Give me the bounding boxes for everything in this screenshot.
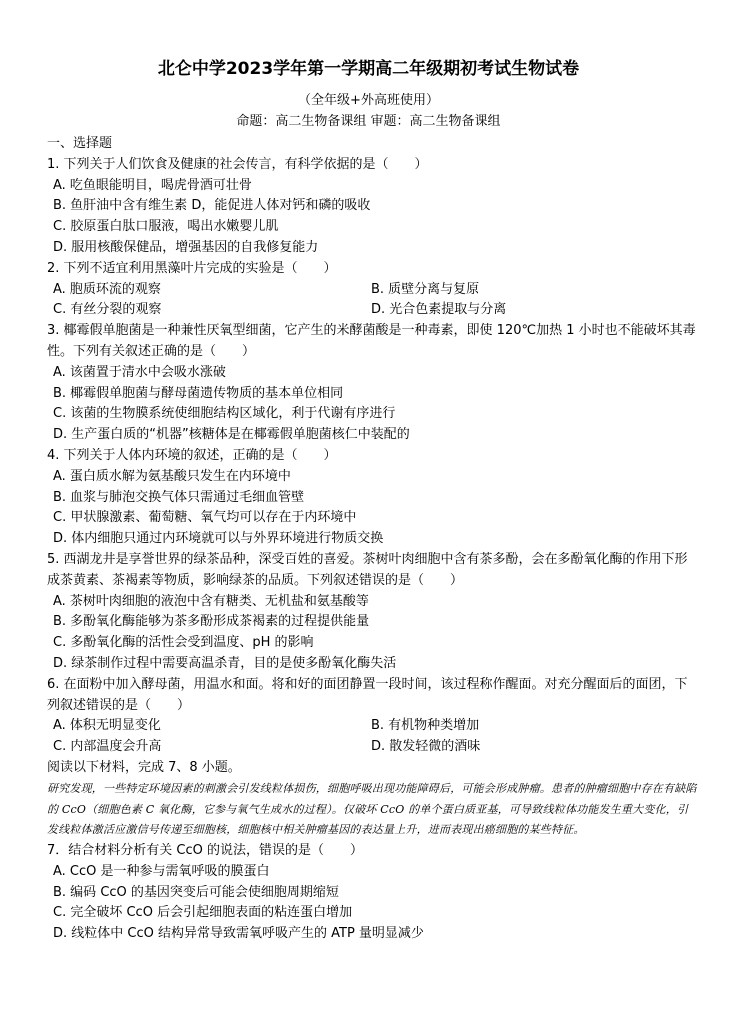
question-2: [47, 259, 697, 321]
option-row: [47, 716, 697, 737]
option-d: D. 绿茶制作过程中需要高温杀青，目的是使多酚氧化酶失活: [53, 655, 397, 671]
exam-subtitle: （全年级+外高班使用）: [298, 93, 439, 108]
question-1: [47, 155, 697, 259]
option-row: [47, 737, 697, 758]
option-b: B. 有机物种类增加: [371, 718, 480, 734]
option-c: C. 甲状腺激素、葡萄糖、氧气均可以存在于内环境中: [53, 510, 357, 526]
option-d: D. 散发轻微的酒味: [371, 739, 481, 755]
option-row: [47, 280, 697, 301]
option-row: [47, 300, 697, 321]
option-a: A. 体积无明显变化: [53, 718, 161, 734]
option-c: C. 完全破坏 CcO 后会引起细胞表面的粘连蛋白增加: [53, 905, 353, 921]
question-7: [47, 841, 697, 945]
exam-authors: 命题：高二生物备课组 审题：高二生物备课组: [236, 114, 501, 129]
option-c: C. 该菌的生物膜系统使细胞结构区域化，利于代谢有序进行: [53, 406, 396, 422]
question-5: [47, 550, 697, 675]
exam-title: 北仑中学2023学年第一学期高二年级期初考试生物试卷: [157, 59, 580, 79]
question-3: [47, 321, 697, 446]
option-a: A. CcO 是一种参与需氧呼吸的膜蛋白: [53, 863, 270, 879]
question-stem: 6. 在面粉中加入酵母菌，用温水和面。将和好的面团静置一段时间，该过程称作醒面。对充分醒面后的面团，下列叙述错误的是（ ）: [47, 676, 688, 713]
option-a: A. 胞质环流的观察: [53, 281, 161, 297]
option-b: B. 椰霉假单胞菌与酵母菌遗传物质的基本单位相同: [53, 385, 344, 401]
question-stem: 1. 下列关于人们饮食及健康的社会传言，有科学依据的是（ ）: [47, 156, 428, 172]
option-c: C. 有丝分裂的观察: [53, 302, 162, 318]
option-d: D. 服用核酸保健品，增强基因的自我修复能力: [53, 239, 319, 255]
material-text: 研究发现，一些特定环境因素的刺激会引发线粒体损伤，细胞呼吸出现功能障碍后，可能会形成肿瘤。患者的肿瘤细胞中存在有缺陷的 CcO（细胞色素 C 氧化酶，它参与氧气生成水的过程）。仅破坏 CcO 的单个蛋白质亚基，可导致线粒体功能发生重大变化，引发线粒体激活应激信号传递至细胞核，细胞核中相关肿瘤基因的表达量上升，进而表现出癌细胞的某些特征。: [47, 781, 697, 837]
option-d: D. 体内细胞只通过内环境就可以与外界环境进行物质交换: [53, 531, 384, 547]
option-d: D. 线粒体中 CcO 结构异常导致需氧呼吸产生的 ATP 量明显减少: [53, 926, 424, 942]
option-d: D. 光合色素提取与分离: [371, 302, 507, 318]
option-b: B. 血浆与肺泡交换气体只需通过毛细血管壁: [53, 489, 305, 505]
option-a: A. 吃鱼眼能明目，喝虎骨酒可壮骨: [53, 177, 252, 193]
option-b: B. 质壁分离与复原: [371, 281, 480, 297]
option-b: B. 编码 CcO 的基因突变后可能会使细胞周期缩短: [53, 884, 339, 900]
material-lead: 阅读以下材料，完成 7、8 小题。: [47, 759, 241, 775]
option-c: C. 内部温度会升高: [53, 739, 162, 755]
question-stem: 7．结合材料分析有关 CcO 的说法，错误的是（ ）: [47, 843, 363, 859]
option-c: C. 多酚氧化酶的活性会受到温度、pH 的影响: [53, 635, 314, 651]
option-b: B. 鱼肝油中含有维生素 D，能促进人体对钙和磷的吸收: [53, 198, 371, 214]
section-title: 一、选择题: [47, 136, 113, 151]
option-a: A. 该菌置于清水中会吸水涨破: [53, 364, 226, 380]
option-a: A. 蛋白质水解为氨基酸只发生在内环境中: [53, 468, 291, 484]
option-d: D. 生产蛋白质的“机器”核糖体是在椰霉假单胞菌核仁中装配的: [53, 427, 410, 443]
option-b: B. 多酚氧化酶能够为茶多酚形成茶褐素的过程提供能量: [53, 614, 370, 630]
question-stem: 4. 下列关于人体内环境的叙述，正确的是（ ）: [47, 447, 337, 463]
question-6: [47, 675, 697, 758]
option-a: A. 茶树叶肉细胞的液泡中含有糖类、无机盐和氨基酸等: [53, 593, 369, 609]
question-stem: 3. 椰霉假单胞菌是一种兼性厌氧型细菌，它产生的米酵菌酸是一种毒素，即使 120℃加热 1 小时也不能破坏其毒性。下列有关叙述正确的是（ ）: [47, 323, 696, 359]
exam-content: [47, 134, 697, 945]
question-4: [47, 446, 697, 550]
option-c: C. 胶原蛋白肽口服液，喝出水嫩婴儿肌: [53, 219, 279, 235]
question-stem: 5. 西湖龙井是享誉世界的绿茶品种，深受百姓的喜爱。茶树叶肉细胞中含有茶多酚，会在多酚氧化酶的作用下形成茶黄素、茶褐素等物质，影响绿茶的品质。下列叙述错误的是（ ）: [47, 551, 688, 588]
question-stem: 2. 下列不适宜利用黑藻叶片完成的实验是（ ）: [47, 260, 337, 276]
